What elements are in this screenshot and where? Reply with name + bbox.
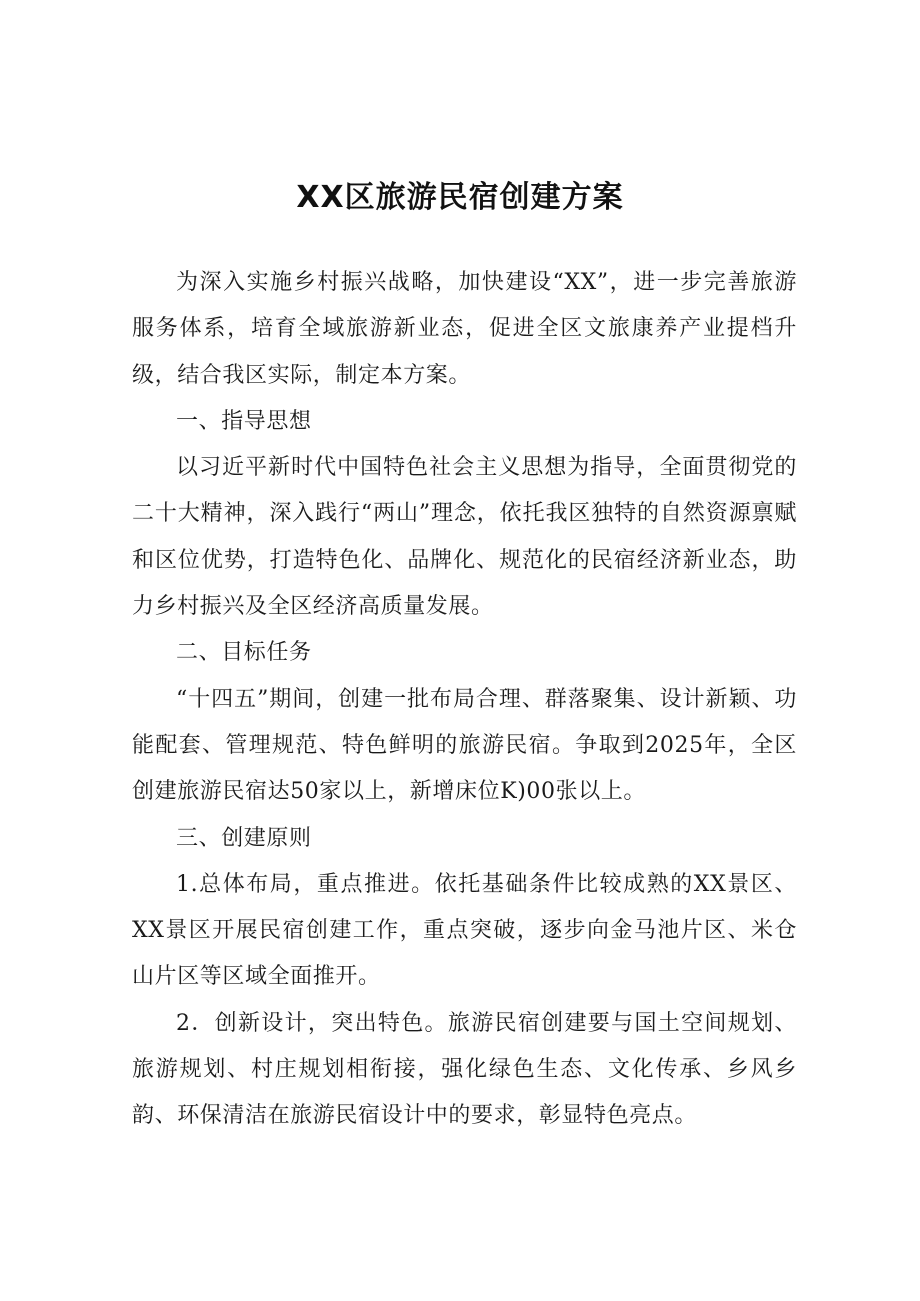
principle-1-paragraph: 1.总体布局，重点推进。依托基础条件比较成熟的XX景区、XX景区开展民宿创建工作，重点突破，逐步向金马池片区、米仓山片区等区域全面推开。 — [132, 871, 797, 990]
intro-paragraph: 为深入实施乡村振兴战略，加快建设“XX”，进一步完善旅游服务体系，培育全域旅游新业态，促进全区文旅康养产业提档升级，结合我区实际，制定本方案。 — [132, 270, 797, 388]
section-heading-principles: 三、创建原则 — [176, 825, 312, 851]
guiding-ideology-paragraph: 以习近平新时代中国特色社会主义思想为指导，全面贯彻党的二十大精神，深入践行“两山”理念，依托我区独特的自然资源禀赋和区位优势，打造特色化、品牌化、规范化的民宿经济新业态，助力乡村振兴及全区经济高质量发展。 — [132, 455, 797, 620]
section-heading-goals-tasks: 二、目标任务 — [176, 640, 312, 666]
principle-2-paragraph: 2．创新设计，突出特色。旅游民宿创建要与国土空间规划、旅游规划、村庄规划相衔接，强化绿色生态、文化传承、乡风乡韵、环保清洁在旅游民宿设计中的要求，彰显特色亮点。 — [132, 1010, 797, 1129]
section-heading-guiding-ideology: 一、指导思想 — [176, 408, 312, 434]
goals-tasks-paragraph: “十四五”期间，创建一批布局合理、群落聚集、设计新颖、功能配套、管理规范、特色鲜明的旅游民宿。争取到2025年，全区创建旅游民宿达50家以上，新增床位K)00张以上。 — [132, 686, 797, 805]
document-title: XX区旅游民宿创建方案 — [296, 180, 624, 215]
document-body — [132, 260, 797, 1140]
